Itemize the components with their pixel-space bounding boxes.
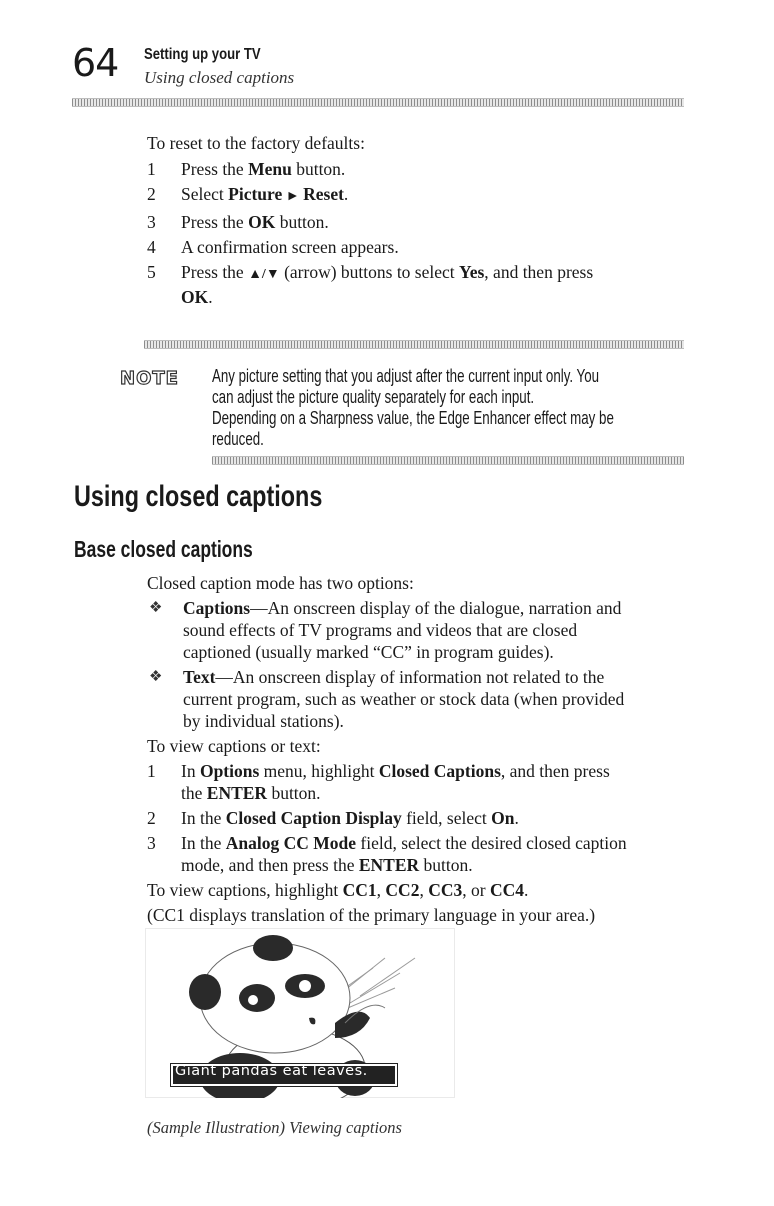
step-text: field, select the desired closed caption <box>356 833 627 853</box>
separator: . <box>523 880 529 900</box>
bullet-desc: —An onscreen display of information not related to the <box>215 667 605 687</box>
step-text: button. <box>419 855 473 875</box>
list-item <box>147 832 707 876</box>
separator: , <box>376 880 386 900</box>
step-text: Press the <box>181 159 249 179</box>
step-text: button. <box>267 783 321 803</box>
step-text: . <box>343 184 349 204</box>
subsection-heading: Base closed captions <box>74 536 253 562</box>
step-bold: Yes <box>459 262 485 282</box>
list-item <box>147 807 707 829</box>
reset-steps <box>147 158 707 308</box>
separator: , <box>419 880 429 900</box>
captions-body <box>147 572 707 926</box>
step-text: , and then press <box>500 761 610 781</box>
list-item <box>147 236 707 258</box>
step-bold: Closed Caption Display <box>225 808 402 828</box>
step-bold: On <box>491 808 515 828</box>
arrow-icon: ► <box>282 189 304 204</box>
step-bold: Reset <box>303 184 344 204</box>
header-divider <box>72 98 684 107</box>
highlight-cc-line <box>147 879 707 901</box>
step-text: the <box>181 783 207 803</box>
list-item <box>147 211 707 233</box>
bullet-desc: current program, such as weather or stock data (when provided <box>183 689 625 709</box>
step-text: button. <box>275 212 329 232</box>
list-item <box>147 666 707 732</box>
step-number: 3 <box>147 212 156 232</box>
step-number: 1 <box>147 761 156 781</box>
step-text: mode, and then press the <box>181 855 359 875</box>
caption-overlay-text: Giant pandas eat leaves. <box>175 1063 368 1079</box>
section-heading: Using closed captions <box>74 480 323 513</box>
note-line: can adjust the picture quality separately for each input. <box>212 386 535 407</box>
step-bold: OK <box>181 287 209 307</box>
note-bottom-divider <box>212 456 684 465</box>
step-number: 2 <box>147 184 156 204</box>
reset-intro: To reset to the factory defaults: <box>147 133 365 153</box>
step-bold: Options <box>199 761 260 781</box>
cc-option: CC4 <box>489 880 524 900</box>
step-number: 3 <box>147 833 156 853</box>
list-item <box>147 597 707 663</box>
step-text: Select <box>181 184 229 204</box>
caption-steps <box>147 760 707 876</box>
step-text: (arrow) buttons to select <box>279 262 460 282</box>
cc1-note: (CC1 displays translation of the primary language in your area.) <box>147 905 596 925</box>
cc-option: CC1 <box>342 880 377 900</box>
bullet-term: Text <box>183 667 216 687</box>
step-text: In the <box>181 808 226 828</box>
list-item <box>147 760 707 804</box>
bullet-desc: captioned (usually marked “CC” in program guides). <box>183 642 554 662</box>
step-text: In <box>181 761 200 781</box>
caption-options <box>147 597 707 732</box>
step-bold: Picture <box>228 184 283 204</box>
step-text: In the <box>181 833 226 853</box>
reset-section <box>147 132 707 308</box>
list-item <box>147 261 707 308</box>
arrow-buttons-icon: ▲/▼ <box>248 267 280 282</box>
step-text: Press the <box>181 262 249 282</box>
step-text: field, select <box>401 808 492 828</box>
cc-option: CC2 <box>385 880 420 900</box>
step-bold: Analog CC Mode <box>225 833 356 853</box>
step-text: button. <box>291 159 346 179</box>
step-text: Press the <box>181 212 249 232</box>
step-text: A confirmation screen appears. <box>181 237 399 257</box>
section-subtitle: Using closed captions <box>144 68 295 87</box>
view-intro: To view captions or text: <box>147 736 321 756</box>
separator: , or <box>462 880 490 900</box>
captions-intro: Closed caption mode has two options: <box>147 573 414 593</box>
note-line: Any picture setting that you adjust after the current input only. You <box>212 365 600 386</box>
step-bold: ENTER <box>358 855 420 875</box>
step-text: , and then press <box>484 262 594 282</box>
bullet-desc: by individual stations). <box>183 711 344 731</box>
step-bold: Menu <box>248 159 292 179</box>
step-number: 4 <box>147 237 156 257</box>
list-item <box>147 158 707 180</box>
diamond-bullet-icon: ❖ <box>149 669 163 685</box>
note-text <box>212 365 673 449</box>
note-top-divider <box>144 340 684 349</box>
diamond-bullet-icon: ❖ <box>149 600 163 616</box>
step-number: 5 <box>147 262 156 282</box>
page-number: 64 <box>72 41 119 85</box>
note-label: NOTE <box>120 368 179 389</box>
step-text: . <box>208 287 213 307</box>
step-bold: ENTER <box>206 783 268 803</box>
step-number: 1 <box>147 159 156 179</box>
step-bold: Closed Captions <box>378 761 501 781</box>
section-title: Setting up your TV <box>144 46 261 63</box>
list-item <box>147 183 707 208</box>
note-line: Depending on a Sharpness value, the Edge Enhancer effect may be <box>212 407 614 428</box>
cc-option: CC3 <box>428 880 463 900</box>
step-number: 2 <box>147 808 156 828</box>
bullet-desc: —An onscreen display of the dialogue, narration and <box>250 598 622 618</box>
bullet-term: Captions <box>183 598 251 618</box>
step-bold: OK <box>248 212 276 232</box>
step-text: To view captions, highlight <box>147 880 343 900</box>
note-line: reduced. <box>212 428 264 449</box>
sample-illustration <box>145 928 455 1098</box>
step-text: . <box>514 808 519 828</box>
figure-caption: (Sample Illustration) Viewing captions <box>147 1118 402 1137</box>
step-text: menu, highlight <box>259 761 379 781</box>
bullet-desc: sound effects of TV programs and videos that are closed <box>183 620 578 640</box>
